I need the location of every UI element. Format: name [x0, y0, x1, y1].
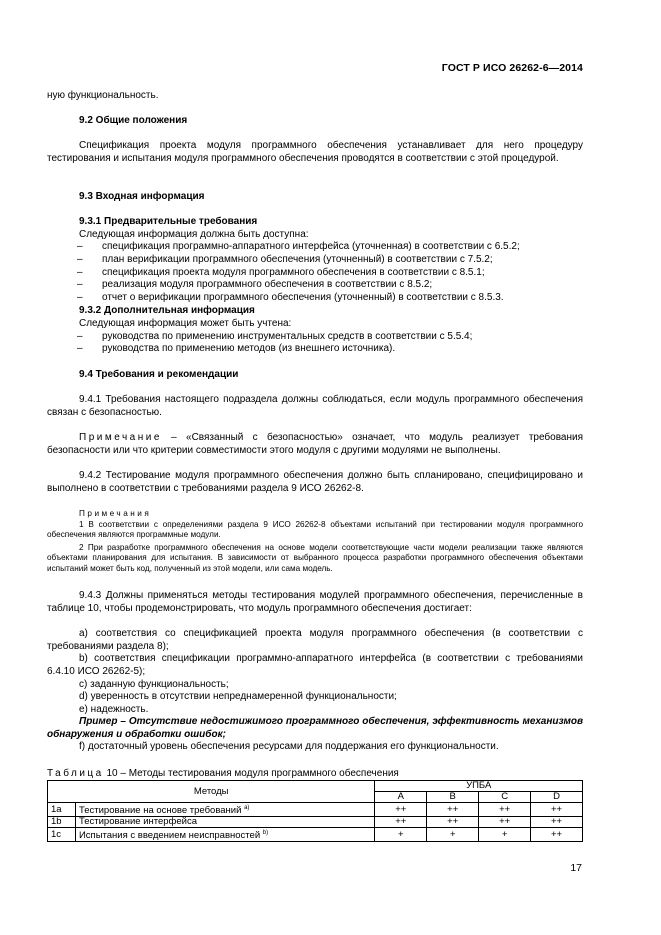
method-text: Тестирование интерфейса: [78, 816, 197, 827]
list-item-text: спецификация проекта модуля программного обеспечения в соответствии с 8.5.1;: [102, 267, 485, 278]
row-id: 1a: [48, 803, 76, 817]
list-item-text: отчет о верификации программного обеспечения (уточненный) в соответствии с 8.5.3.: [102, 292, 504, 303]
dash-bullet: –: [77, 343, 83, 354]
dash-bullet: –: [77, 292, 83, 303]
list-item-text: план верификации программного обеспечения (уточненный) в соответствии с 7.5.2;: [102, 254, 493, 265]
list-item-text: спецификация программно-аппаратного интерфейса (уточненная) в соответствии с 6.5.2;: [102, 241, 520, 252]
cell-value: ++: [531, 817, 583, 828]
footnote-marker: a): [244, 805, 250, 811]
method-text: Тестирование на основе требований: [78, 805, 242, 816]
table-row: [48, 817, 583, 828]
section-9-2-heading: 9.2 Общие положения: [79, 115, 188, 126]
notes-label-text: Примечания: [79, 509, 152, 518]
cell-value: ++: [375, 817, 427, 828]
section-9-2-text: Спецификация проекта модуля программного обеспечения устанавливает для него процедуру тестирования и испытания модуля программного обеспечения проводятся в соответствии с этой процедурой.: [47, 140, 583, 164]
method-text: Испытания с введением неисправностей: [78, 830, 261, 841]
item-c: c) заданную функциональность;: [79, 679, 229, 690]
methods-header: Методы: [48, 781, 375, 803]
section-9-4-heading: 9.4 Требования и рекомендации: [79, 369, 239, 380]
level-header: C: [479, 792, 531, 803]
section-9-3-heading: 9.3 Входная информация: [79, 191, 205, 202]
standard-header: ГОСТ Р ИСО 26262-6—2014: [441, 62, 583, 74]
table-caption: [47, 768, 399, 779]
level-header: D: [531, 792, 583, 803]
cell-value: +: [479, 828, 531, 842]
item-f: f) достаточный уровень обеспечения ресурсами для поддержания его функциональности.: [79, 741, 499, 752]
note-label: Примечание: [79, 432, 162, 443]
footnote-marker: b): [262, 830, 269, 836]
table-caption-text: 10 – Методы тестирования модуля программного обеспечения: [103, 768, 399, 779]
row-id: 1b: [48, 817, 76, 828]
continuation-text: ную функциональность.: [47, 90, 159, 101]
row-method: [75, 803, 374, 817]
dash-bullet: –: [77, 331, 83, 342]
list-item-text: руководства по применению инструментальных средств в соответствии с 5.5.4;: [102, 331, 473, 342]
section-9-3-2-heading: 9.3.2 Дополнительная информация: [79, 305, 255, 316]
item-e: e) надежность.: [79, 704, 149, 715]
section-9-3-1-lead: Следующая информация должна быть доступна:: [79, 229, 309, 240]
asil-header: УПБА: [375, 781, 583, 792]
cell-value: ++: [479, 803, 531, 817]
note-1: 1 В соответствии с определениями раздела 9 ИСО 26262-8 объектами испытаний при тестировании модуля программного обеспечения являются программные модули.: [47, 520, 583, 540]
table-row: [48, 828, 583, 842]
dash-bullet: –: [77, 267, 83, 278]
cell-value: ++: [531, 828, 583, 842]
cell-value: +: [427, 828, 479, 842]
row-method: [75, 817, 374, 828]
section-9-3-2-lead: Следующая информация может быть учтена:: [79, 318, 292, 329]
clause-9-4-2: 9.4.2 Тестирование модуля программного обеспечения должно быть спланировано, специфицировано и выполнено в соответствии с требованиями раздела 9 ИСО 26262-8.: [47, 470, 583, 494]
row-id: 1c: [48, 828, 76, 842]
list-item-text: руководства по применению методов (из внешнего источника).: [102, 343, 396, 354]
cell-value: ++: [375, 803, 427, 817]
row-method: [75, 828, 374, 842]
note-2: 2 При разработке программного обеспечения на основе модели соответствующие части модели реализации также являются объектами планирования для испытания. В зависимости от выбранного процесса разработки программного обеспечения объектами испытаний может быть код, полученный из этой модели, или сама модель.: [47, 543, 583, 573]
note-safety-related: [47, 432, 583, 457]
notes-label: [47, 509, 583, 519]
list-item-text: реализация модуля программного обеспечения в соответствии с 8.5.2;: [102, 279, 433, 290]
clause-9-4-1: 9.4.1 Требования настоящего подраздела должны соблюдаться, если модуль программного обеспечения связан с безопасностью.: [47, 394, 583, 418]
table-row: [48, 803, 583, 817]
cell-value: ++: [531, 803, 583, 817]
dash-bullet: –: [77, 241, 83, 252]
cell-value: ++: [479, 817, 531, 828]
item-d: d) уверенность в отсутствии непреднамеренной функциональности;: [79, 691, 397, 702]
dash-bullet: –: [77, 254, 83, 265]
clause-9-4-3: 9.4.3 Должны применяться методы тестирования модулей программного обеспечения, перечисленные в таблице 10, чтобы продемонстрировать, что модуль программного обеспечения достигает:: [47, 590, 583, 614]
example-text: Пример – Отсутствие недостижимого программного обеспечения, эффективность механизмов обнаружения и обработки ошибок;: [47, 716, 583, 740]
cell-value: ++: [427, 817, 479, 828]
note-text: – «Связанный с безопасностью» означает, что модуль реализует требования безопасности или что критерии совместимости этого модуля с другими модулями не выполнены.: [47, 432, 583, 456]
methods-table: [47, 780, 583, 842]
page-number: 17: [570, 862, 582, 874]
table-caption-label: Таблица: [47, 768, 104, 779]
cell-value: ++: [427, 803, 479, 817]
level-header: A: [375, 792, 427, 803]
item-a: a) соответствия со спецификацией проекта модуля программного обеспечения (в соответствии с требованиями раздела 8);: [47, 628, 583, 652]
section-9-3-1-heading: 9.3.1 Предварительные требования: [79, 216, 258, 227]
level-header: B: [427, 792, 479, 803]
dash-bullet: –: [77, 279, 83, 290]
item-b: b) соответствия спецификации программно-аппаратного интерфейса (в соответствии с требованиями 6.4.10 ИСО 26262-5);: [47, 653, 583, 677]
cell-value: +: [375, 828, 427, 842]
